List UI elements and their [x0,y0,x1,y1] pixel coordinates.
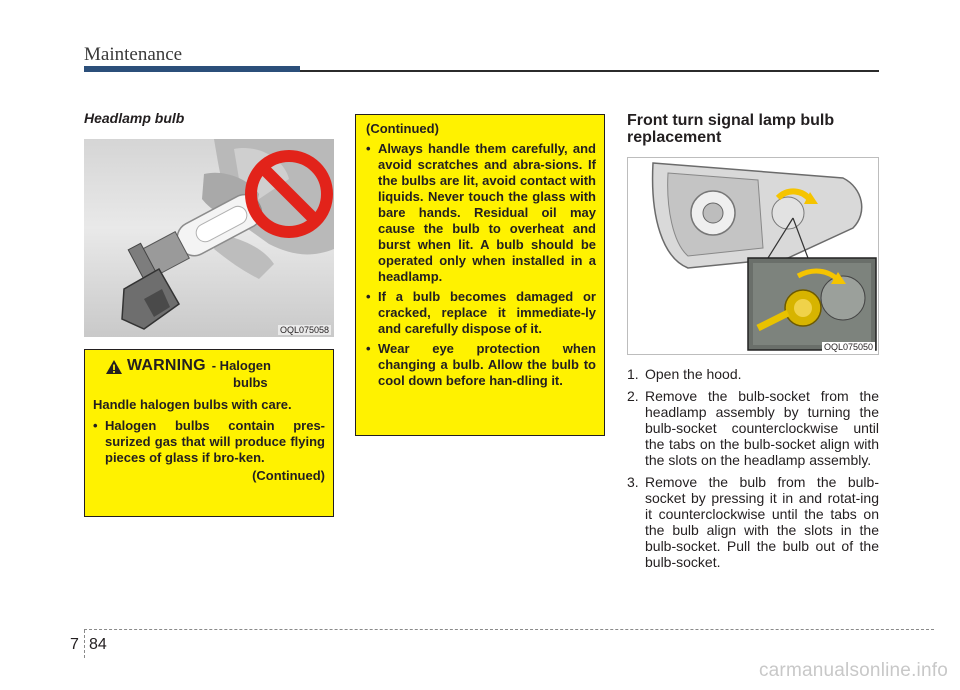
warning-intro: Handle halogen bulbs with care. [93,397,292,412]
hand-holding-bulb-illustration [84,139,334,337]
site-watermark: carmanualsonline.info [758,660,948,681]
warning-bullet: • If a bulb becomes damaged or cracked, replace it immediate-ly and carefully dispose of it. [366,289,596,336]
step-item: 3. Remove the bulb from the bulb-socket by pressing it in and rotat-ing it counterclockwise until the tabs on the bulb align with the slots in the bulb-socket. Pull the bulb out of the bulb-socket. [627,474,879,570]
warning-label: WARNING [127,357,206,374]
replacement-steps [627,366,879,576]
footer-divider [84,630,85,658]
footer-rule [84,629,934,630]
photo-code-caption: OQL075058 [279,325,329,335]
warning-triangle-icon [105,359,123,375]
halogen-bulb-photo [84,139,334,337]
continued-label: (Continued) [366,121,439,136]
warning-continued-box [355,114,605,436]
warning-box [84,349,334,517]
headlamp-assembly-illustration [628,158,879,355]
chapter-number: 7 [70,636,79,653]
warning-topic-cont: bulbs [233,375,268,390]
continued-label: (Continued) [252,468,325,483]
warning-bullet: • Halogen bulbs contain pres-surized gas that will produce flying pieces of glass if bro-ken. [93,418,325,465]
turn-signal-section-title: Front turn signal lamp bulb replacement [627,112,835,146]
headlamp-bulb-subheading: Headlamp bulb [84,110,185,126]
step-item: 2. Remove the bulb-socket from the headlamp assembly by turning the bulb-socket counterclockwise until the tabs on the bulb-socket align with the slots on the headlamp assembly. [627,388,879,468]
photo-code-caption: OQL075050 [823,342,873,352]
warning-bullet: • Always handle them carefully, and avoid scratches and abra-sions. If the bulbs are lit, avoid contact with liquids. Never touch the glass with bare hands. Residual oil may cause the bulb to overheat and burst when lit. A bulb should be operated only when installed in a headlamp. [366,141,596,284]
warning-topic: - Halogen [211,358,271,373]
section-title: Maintenance [84,44,183,65]
headlamp-assembly-photo [627,157,879,355]
page-number: 84 [89,636,107,653]
step-item: 1. Open the hood. [627,366,742,382]
warning-bullet: • Wear eye protection when changing a bulb. Allow the bulb to cool down before han-dling it. [366,341,596,388]
header-accent-bar [84,66,300,72]
